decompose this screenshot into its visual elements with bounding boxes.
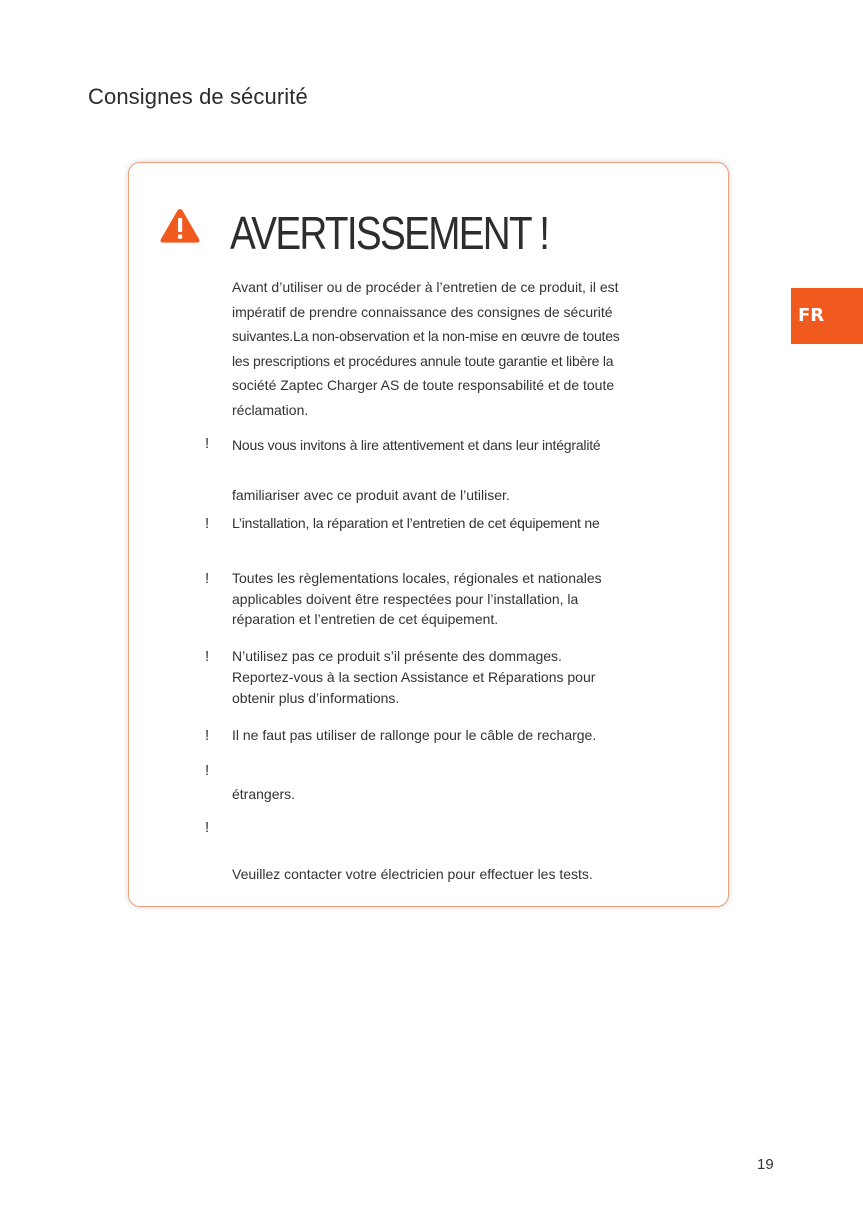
bullet-text (232, 760, 682, 806)
bullet-text (232, 646, 682, 709)
bullet-text (232, 568, 682, 630)
bullet-line: Nous vous invitons à lire attentivement et dans leur intégralité (232, 437, 601, 453)
bullet-line: Toutes les règlementations locales, régionales et nationales (232, 570, 602, 586)
intro-line: société Zaptec Charger AS de toute responsabilité et de toute (232, 377, 615, 393)
warning-box (128, 162, 729, 907)
safety-bullet (205, 513, 685, 535)
safety-bullet (205, 760, 685, 804)
bullet-line: obtenir plus d’informations. (232, 690, 400, 706)
intro-line: Avant d’utiliser ou de procéder à l’entretien de ce produit, il est (232, 279, 619, 295)
bullet-mark: ! (205, 819, 210, 836)
bullet-line (232, 840, 682, 863)
warning-title: AVERTISSEMENT ! (230, 207, 549, 259)
bullet-line: étrangers. (232, 786, 296, 802)
bullet-line: réparation et l’entretien de cet équipement. (232, 611, 499, 627)
warning-triangle-icon (159, 207, 201, 245)
bullet-line: L’installation, la réparation et l’entretien de cet équipement ne (232, 515, 600, 531)
bullet-mark: ! (205, 762, 210, 779)
bullet-line (232, 458, 682, 483)
intro-line: impératif de prendre connaissance des consignes de sécurité (232, 303, 613, 320)
intro-line: les prescriptions et procédures annule toute garantie et libère la (232, 352, 614, 369)
bullet-line: Il ne faut pas utiliser de rallonge pour le câble de recharge. (232, 727, 597, 743)
bullet-text (232, 817, 682, 886)
bullet-mark: ! (205, 570, 210, 587)
safety-bullet (205, 568, 685, 630)
warning-intro (232, 275, 672, 422)
bullet-line: N’utilisez pas ce produit s’il présente des dommages. (232, 648, 562, 664)
safety-bullet (205, 725, 685, 747)
bullet-line (232, 817, 682, 840)
bullet-mark: ! (205, 648, 210, 665)
bullet-line: applicables doivent être respectées pour l’installation, la (232, 590, 579, 607)
intro-line: suivantes.La non-observation et la non-mise en œuvre de toutes (232, 328, 620, 344)
bullet-line: familiariser avec ce produit avant de l’utiliser. (232, 487, 510, 503)
bullet-text (232, 513, 682, 533)
page-number: 19 (757, 1156, 774, 1173)
safety-bullet (205, 646, 685, 708)
page-title: Consignes de sécurité (88, 84, 308, 109)
bullet-line (232, 760, 682, 783)
bullet-text (232, 725, 682, 745)
bullet-mark: ! (205, 515, 210, 532)
bullet-text (232, 433, 682, 508)
safety-bullet (205, 817, 685, 883)
safety-bullet (205, 433, 685, 503)
bullet-line: Veuillez contacter votre électricien pour effectuer les tests. (232, 866, 593, 882)
intro-line: réclamation. (232, 401, 309, 418)
language-tab: FR (791, 288, 863, 344)
bullet-mark: ! (205, 727, 210, 744)
bullet-mark: ! (205, 435, 210, 452)
bullet-line: Reportez-vous à la section Assistance et Réparations pour (232, 669, 596, 685)
